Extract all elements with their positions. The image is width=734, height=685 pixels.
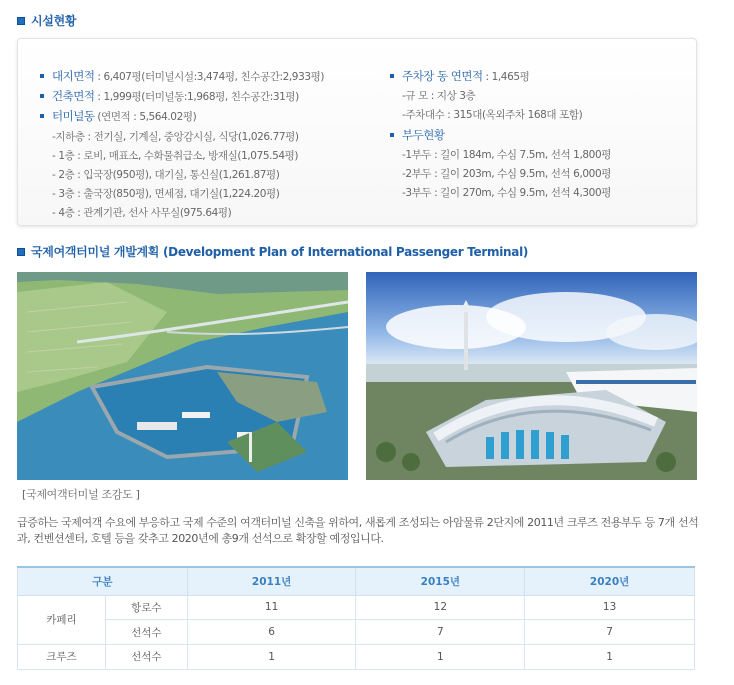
terminal-illustration xyxy=(366,272,697,480)
table-header-row xyxy=(18,567,695,595)
berth-plan-table xyxy=(17,566,695,670)
floor-row: - 4층 : 관계기관, 선사 사무실(975.64평) xyxy=(52,207,232,220)
image-caption: [국제여객터미널 조감도 ] xyxy=(22,488,140,501)
value-cell: 1 xyxy=(356,644,525,669)
item-cell: 항로수 xyxy=(105,595,187,620)
square-bullet-icon xyxy=(17,17,25,25)
aerial-illustration xyxy=(17,272,348,480)
table-row xyxy=(18,620,695,645)
aerial-view-image xyxy=(17,272,348,480)
value-cell: 11 xyxy=(187,595,356,620)
terminal-building-row: 터미널동 (연면적 : 5,564.02평) xyxy=(40,107,400,127)
plan-description: 급증하는 국제여객 수요에 부응하고 국제 수준의 여객터미널 신축을 위하여, 새롭게 조성되는 아암물류 2단지에 2011년 크루즈 전용부두 등 7개 선석과, 컨벤션센터, 호텔 등을 갖추고 2020년에 총9개 선석으로 확장할 예정입니다. xyxy=(17,516,699,545)
header-2015: 2015년 xyxy=(356,567,525,595)
wharf-detail-row: -3부두 : 길이 270m, 수심 9.5m, 선석 4,300평 xyxy=(402,187,611,200)
wharf-detail-row: -2부두 : 길이 203m, 수심 9.5m, 선석 6,000평 xyxy=(402,168,611,181)
header-category: 구분 xyxy=(18,567,188,595)
header-2011: 2011년 xyxy=(187,567,356,595)
building-area-row: 건축면적 : 1,999평(터미널동:1,968평, 친수공간:31평) xyxy=(40,87,400,107)
value-cell: 13 xyxy=(525,595,695,620)
item-cell: 선석수 xyxy=(105,620,187,645)
bullet-icon xyxy=(40,94,44,98)
value-cell: 1 xyxy=(525,644,695,669)
facilities-left-column xyxy=(40,67,400,224)
table-row xyxy=(18,644,695,669)
site-area-row: 대지면적 : 6,407평(터미널시설:3,474평, 친수공간:2,933평) xyxy=(40,67,400,87)
value-cell: 6 xyxy=(187,620,356,645)
parking-detail-row: -규 모 : 지상 3층 xyxy=(402,90,476,103)
floor-row: - 3층 : 출국장(850평), 면세점, 대기실(1,224.20평) xyxy=(52,188,280,201)
wharf-detail-row: -1부두 : 길이 184m, 수심 7.5m, 선석 1,800평 xyxy=(402,148,611,161)
floor-row: -지하층 : 전기실, 기계실, 중앙감시실, 식당(1,026.77평) xyxy=(52,130,299,143)
terminal-perspective-image xyxy=(366,272,697,480)
bullet-icon xyxy=(390,74,394,78)
facilities-box xyxy=(17,38,697,226)
value-cell: 7 xyxy=(525,620,695,645)
wharf-status-row: 부두현황 xyxy=(390,126,690,146)
plan-section-title xyxy=(17,243,528,260)
group-cell: 크루즈 xyxy=(18,644,106,669)
parking-area-row: 주차장 동 연면적 : 1,465평 xyxy=(390,67,690,87)
facilities-title-text: 시설현황 xyxy=(31,14,77,28)
value-cell: 7 xyxy=(356,620,525,645)
bullet-icon xyxy=(40,74,44,78)
parking-detail-row: -주차대수 : 315대(옥외주차 168대 포함) xyxy=(402,109,583,122)
floor-row: - 1층 : 로비, 매표소, 수화물취급소, 방재실(1,075.54평) xyxy=(52,149,299,162)
item-cell: 선석수 xyxy=(105,644,187,669)
group-cell: 카페리 xyxy=(18,595,106,644)
bullet-icon xyxy=(40,114,44,118)
facilities-section-title xyxy=(17,12,76,29)
facilities-right-column xyxy=(390,67,690,203)
value-cell: 1 xyxy=(187,644,356,669)
bullet-icon xyxy=(390,133,394,137)
plan-title-text: 국제여객터미널 개발계획 (Development Plan of International Passenger Terminal) xyxy=(31,245,529,259)
value-cell: 12 xyxy=(356,595,525,620)
floor-row: - 2층 : 입국장(950평), 대기실, 통신실(1,261.87평) xyxy=(52,169,280,182)
square-bullet-icon xyxy=(17,248,25,256)
table-row xyxy=(18,595,695,620)
header-2020: 2020년 xyxy=(525,567,695,595)
